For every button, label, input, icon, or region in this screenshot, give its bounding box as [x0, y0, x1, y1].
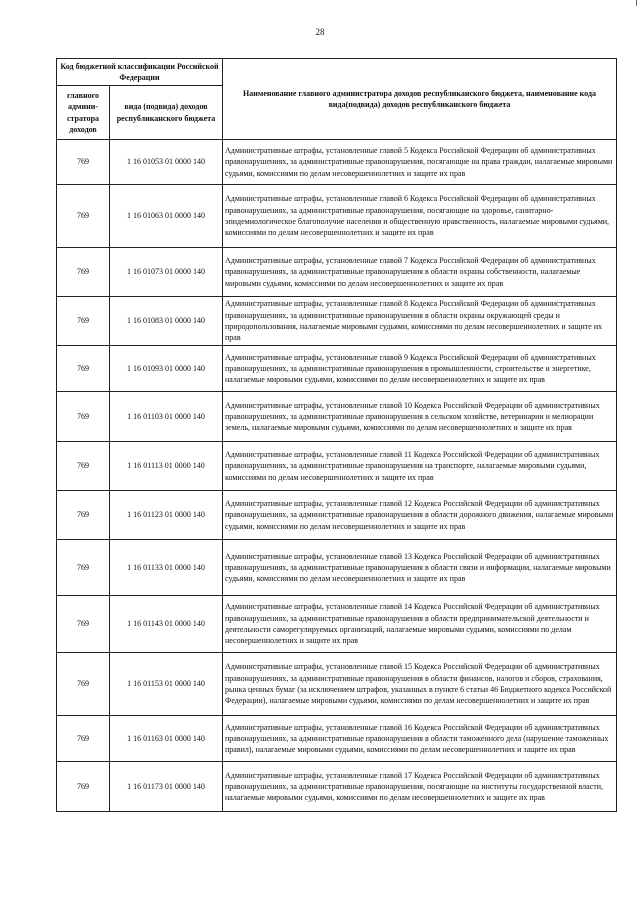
page-number: 28 — [315, 27, 325, 37]
description-cell: Административные штрафы, установленные главой 7 Кодекса Российской Федерации об административных правонарушениях, за административные правонарушения в области охраны собственности, налагаемые мировыми судьями, комиссиями по делам несовершеннолетних и защите их прав — [223, 248, 617, 297]
income-code-cell: 1 16 01093 01 0000 140 — [110, 346, 223, 392]
table-row — [57, 596, 617, 653]
table-row — [57, 392, 617, 442]
table-row — [57, 248, 617, 297]
page-corner-mark — [636, 0, 637, 6]
table-row — [57, 346, 617, 392]
income-code-cell: 1 16 01163 01 0000 140 — [110, 716, 223, 762]
table-row — [57, 716, 617, 762]
admin-code-cell: 769 — [57, 248, 110, 297]
admin-code-cell: 769 — [57, 762, 110, 812]
table-row — [57, 442, 617, 491]
description-cell: Административные штрафы, установленные главой 17 Кодекса Российской Федерации об административных правонарушениях, за административные правонарушения, посягающие на институты государственной власти, налагаемые мировыми судьями, комиссиями по делам несовершеннолетних и защите их прав — [223, 762, 617, 812]
header-admin-code: главного админи-стратора доходов — [57, 86, 110, 140]
description-cell: Административные штрафы, установленные главой 12 Кодекса Российской Федерации об административных правонарушениях, за административные правонарушения в области дорожного движения, налагаемые мировыми судьями, комиссиями по делам несовершеннолетних и защите их прав — [223, 491, 617, 540]
income-code-cell: 1 16 01153 01 0000 140 — [110, 653, 223, 716]
admin-code-cell: 769 — [57, 540, 110, 596]
description-cell: Административные штрафы, установленные главой 8 Кодекса Российской Федерации об административных правонарушениях, за административные правонарушения в области охраны окружающей среды и природопользования, налагаемые мировыми судьями, комиссиями по делам несовершеннолетних и защите их прав — [223, 297, 617, 346]
admin-code-cell: 769 — [57, 392, 110, 442]
description-cell: Административные штрафы, установленные главой 13 Кодекса Российской Федерации об административных правонарушениях, за административные правонарушения в области связи и информации, налагаемые мировыми судьями, комиссиями по делам несовершеннолетних и защите их прав — [223, 540, 617, 596]
description-cell: Административные штрафы, установленные главой 9 Кодекса Российской Федерации об административных правонарушениях, за административные правонарушения в промышленности, строительстве и энергетике, налагаемые мировыми судьями, комиссиями по делам несовершеннолетних и защите их прав — [223, 346, 617, 392]
description-cell: Административные штрафы, установленные главой 11 Кодекса Российской Федерации об административных правонарушениях, за административные правонарушения на транспорте, налагаемые мировыми судьями, комиссиями по делам несовершеннолетних и защите их прав — [223, 442, 617, 491]
income-code-cell: 1 16 01053 01 0000 140 — [110, 140, 223, 185]
income-code-cell: 1 16 01073 01 0000 140 — [110, 248, 223, 297]
table-row — [57, 653, 617, 716]
income-code-cell: 1 16 01173 01 0000 140 — [110, 762, 223, 812]
admin-code-cell: 769 — [57, 442, 110, 491]
income-code-cell: 1 16 01113 01 0000 140 — [110, 442, 223, 491]
income-code-cell: 1 16 01123 01 0000 140 — [110, 491, 223, 540]
table-row — [57, 491, 617, 540]
admin-code-cell: 769 — [57, 185, 110, 248]
admin-code-cell: 769 — [57, 653, 110, 716]
description-cell: Административные штрафы, установленные главой 15 Кодекса Российской Федерации об административных правонарушениях, за административные правонарушения в области финансов, налогов и сборов, страхования, рынка ценных бумаг (за исключением штрафов, указанных в пункте 6 статьи 46 Бюджетного кодекса Российской Федерации), налагаемые мировыми судьями, комиссиями по делам несовершеннолетних и защите их прав — [223, 653, 617, 716]
description-cell: Административные штрафы, установленные главой 16 Кодекса Российской Федерации об административных правонарушениях, за административные правонарушения в области таможенного дела (нарушение таможенных правил), налагаемые мировыми судьями, комиссиями по делам несовершеннолетних и защите их прав — [223, 716, 617, 762]
table-row — [57, 140, 617, 185]
admin-code-cell: 769 — [57, 596, 110, 653]
table-row — [57, 762, 617, 812]
header-income-code: вида (подвида) доходов республиканского бюджета — [110, 86, 223, 140]
budget-classification-table — [56, 58, 617, 812]
table-row — [57, 540, 617, 596]
header-classification: Код бюджетной классификации Российской Федерации — [57, 59, 223, 86]
description-cell: Административные штрафы, установленные главой 6 Кодекса Российской Федерации об административных правонарушениях, за административные правонарушения, посягающие на здоровье, санитарно-эпидемиологическое благополучие населения и общественную нравственность, налагаемые мировыми судьями, комиссиями по делам несовершеннолетних и защите их прав — [223, 185, 617, 248]
description-cell: Административные штрафы, установленные главой 14 Кодекса Российской Федерации об административных правонарушениях, за административные правонарушения в области предпринимательской деятельности и деятельности саморегулируемых организаций, налагаемые мировыми судьями, комиссиями по делам несовершеннолетних и защите их прав — [223, 596, 617, 653]
admin-code-cell: 769 — [57, 297, 110, 346]
admin-code-cell: 769 — [57, 346, 110, 392]
header-name: Наименование главного администратора доходов республиканского бюджета, наименование кода вида(подвида) доходов республиканского бюджета — [223, 59, 617, 140]
admin-code-cell: 769 — [57, 491, 110, 540]
table-row — [57, 185, 617, 248]
description-cell: Административные штрафы, установленные главой 5 Кодекса Российской Федерации об административных правонарушениях, за административные правонарушения, посягающие на права граждан, налагаемые мировыми судьями, комиссиями по делам несовершеннолетних и защите их прав — [223, 140, 617, 185]
income-code-cell: 1 16 01063 01 0000 140 — [110, 185, 223, 248]
income-code-cell: 1 16 01103 01 0000 140 — [110, 392, 223, 442]
income-code-cell: 1 16 01143 01 0000 140 — [110, 596, 223, 653]
income-code-cell: 1 16 01083 01 0000 140 — [110, 297, 223, 346]
income-code-cell: 1 16 01133 01 0000 140 — [110, 540, 223, 596]
description-cell: Административные штрафы, установленные главой 10 Кодекса Российской Федерации об административных правонарушениях, за административные правонарушения в сельском хозяйстве, ветеринарии и мелиорации земель, налагаемые мировыми судьями, комиссиями по делам несовершеннолетних и защите их прав — [223, 392, 617, 442]
admin-code-cell: 769 — [57, 716, 110, 762]
table-row — [57, 297, 617, 346]
admin-code-cell: 769 — [57, 140, 110, 185]
